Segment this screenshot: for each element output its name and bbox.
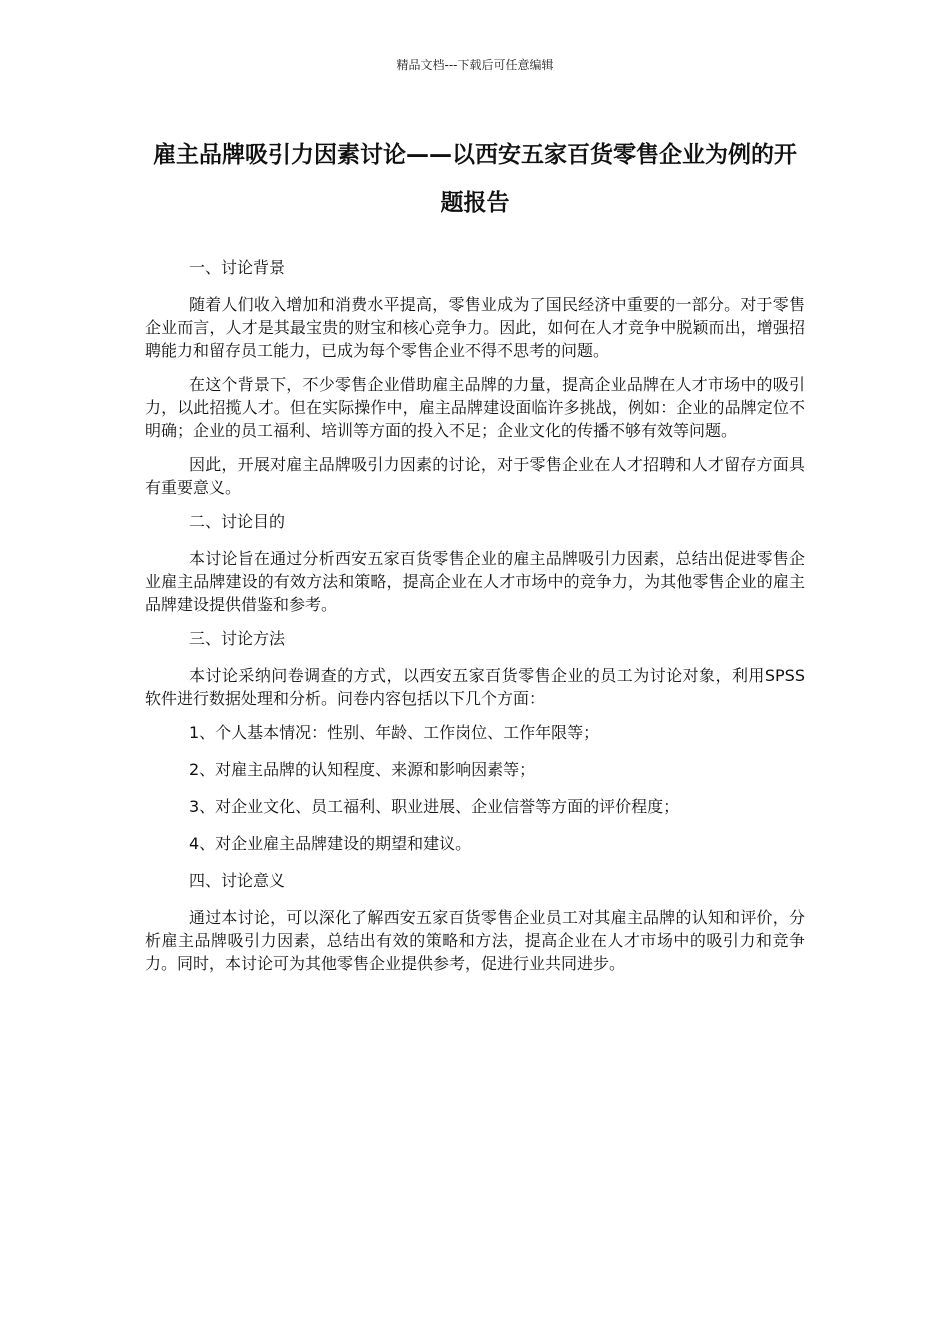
paragraph: 本讨论旨在通过分析西安五家百货零售企业的雇主品牌吸引力因素，总结出促进零售企业雇主品牌建设的有效方法和策略，提高企业在人才市场中的竞争力，为其他零售企业的雇主品牌建设提供借鉴和参考。 <box>145 549 805 614</box>
section-heading-method: 三、讨论方法 <box>189 629 286 648</box>
document-body <box>145 256 805 986</box>
document-title: 雇主品牌吸引力因素讨论——以西安五家百货零售企业为例的开题报告 <box>153 142 797 216</box>
list-item: 3、对企业文化、员工福利、职业进展、企业信誉等方面的评价程度； <box>189 797 680 816</box>
list-item: 1、个人基本情况：性别、年龄、工作岗位、工作年限等； <box>189 723 600 742</box>
paragraph: 因此，开展对雇主品牌吸引力因素的讨论，对于零售企业在人才招聘和人才留存方面具有重要意义。 <box>145 455 805 497</box>
list-item: 4、对企业雇主品牌建设的期望和建议。 <box>189 834 472 853</box>
section-heading-significance: 四、讨论意义 <box>189 871 286 890</box>
paragraph: 在这个背景下，不少零售企业借助雇主品牌的力量，提高企业品牌在人才市场中的吸引力，以此招揽人才。但在实际操作中，雇主品牌建设面临许多挑战，例如：企业的品牌定位不明确；企业的员工福利、培训等方面的投入不足；企业文化的传播不够有效等问题。 <box>145 375 805 440</box>
section-heading-purpose: 二、讨论目的 <box>189 512 286 531</box>
paragraph: 随着人们收入增加和消费水平提高，零售业成为了国民经济中重要的一部分。对于零售企业而言，人才是其最宝贵的财宝和核心竞争力。因此，如何在人才竞争中脱颖而出，增强招聘能力和留存员工能力，已成为每个零售企业不得不思考的问题。 <box>145 295 805 360</box>
page-header: 精品文档---下载后可任意编辑 <box>396 58 554 72</box>
list-item: 2、对雇主品牌的认知程度、来源和影响因素等； <box>189 760 536 779</box>
paragraph: 通过本讨论，可以深化了解西安五家百货零售企业员工对其雇主品牌的认知和评价，分析雇主品牌吸引力因素，总结出有效的策略和方法，提高企业在人才市场中的吸引力和竞争力。同时，本讨论可为其他零售企业提供参考，促进行业共同进步。 <box>145 908 805 973</box>
paragraph: 本讨论采纳问卷调查的方式，以西安五家百货零售企业的员工为讨论对象，利用SPSS软件进行数据处理和分析。问卷内容包括以下几个方面： <box>145 666 805 708</box>
section-heading-background: 一、讨论背景 <box>189 258 286 277</box>
